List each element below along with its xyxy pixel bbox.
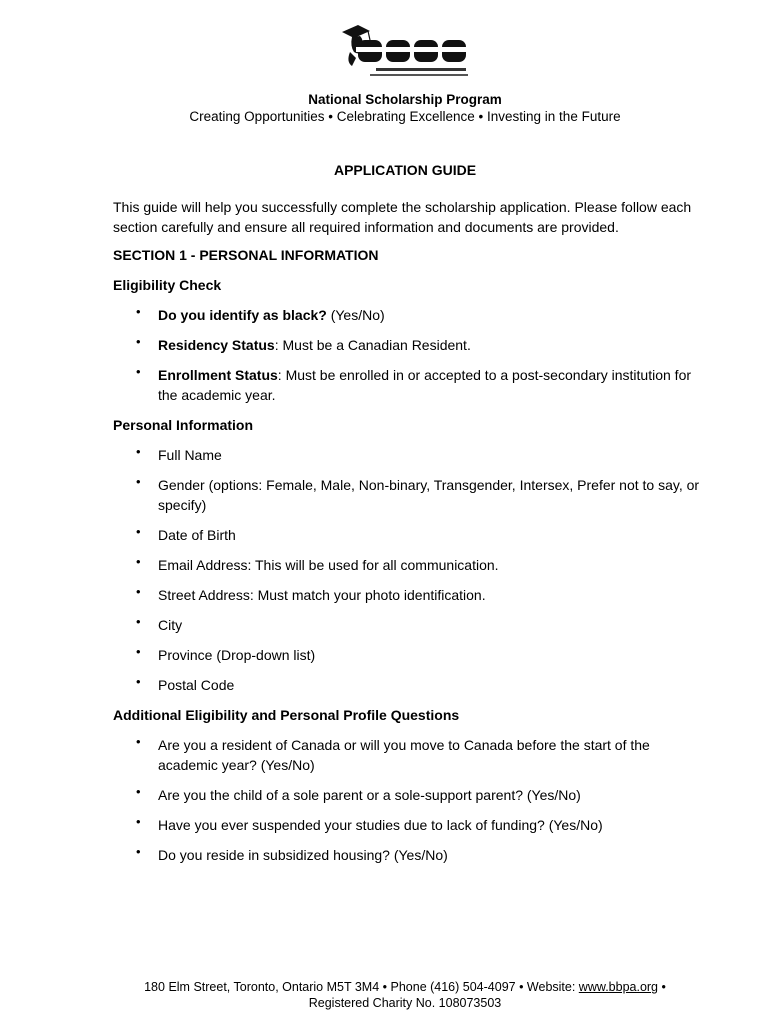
list-item bbox=[113, 615, 703, 635]
list-item bbox=[113, 475, 703, 515]
additional-questions-heading: Additional Eligibility and Personal Profile Questions bbox=[113, 707, 460, 723]
website-link[interactable]: www.bbpa.org bbox=[578, 980, 659, 994]
list-item bbox=[113, 645, 703, 665]
bullet-icon: • bbox=[136, 784, 141, 799]
list-item bbox=[113, 365, 703, 405]
wordmark-blocks bbox=[356, 40, 468, 62]
bullet-icon: • bbox=[136, 334, 141, 349]
list-item bbox=[113, 555, 703, 575]
item-text: Gender (options: Female, Male, Non-binary, Transgender, Intersex, Prefer not to say, or specify) bbox=[158, 477, 700, 513]
item-text: Province (Drop-down list) bbox=[158, 647, 316, 663]
charity-number: Registered Charity No. 108073503 bbox=[308, 996, 502, 1010]
footer bbox=[0, 979, 770, 1011]
logo-graphic bbox=[340, 22, 472, 84]
bullet-icon: • bbox=[136, 304, 141, 319]
eligibility-heading: Eligibility Check bbox=[113, 277, 222, 293]
list-item bbox=[113, 585, 703, 605]
bullet-icon: • bbox=[136, 364, 141, 379]
bullet-icon: • bbox=[136, 474, 141, 489]
item-text: : Must be enrolled in or accepted to a post-secondary institution for the academic year. bbox=[158, 367, 692, 403]
program-tagline: Creating Opportunities • Celebrating Excellence • Investing in the Future bbox=[189, 109, 621, 124]
guide-content bbox=[113, 197, 703, 875]
bullet-icon: • bbox=[136, 554, 141, 569]
intro-paragraph: This guide will help you successfully complete the scholarship application. Please follow each section carefully and ensure all required information and documents are provided. bbox=[113, 199, 692, 235]
item-text: : Must be a Canadian Resident. bbox=[274, 337, 471, 353]
footer-separator: • bbox=[658, 980, 666, 994]
item-label: Residency Status bbox=[158, 337, 275, 353]
list-item bbox=[113, 815, 703, 835]
bullet-icon: • bbox=[136, 444, 141, 459]
list-item bbox=[113, 735, 703, 775]
item-text: (Yes/No) bbox=[326, 307, 385, 323]
guide-title: APPLICATION GUIDE bbox=[333, 162, 477, 178]
eligibility-list bbox=[113, 305, 703, 405]
item-text: Do you reside in subsidized housing? (Yes/No) bbox=[158, 847, 448, 863]
item-text: Are you a resident of Canada or will you move to Canada before the start of the academic year? (Yes/No) bbox=[158, 737, 650, 773]
item-text: Full Name bbox=[158, 447, 222, 463]
section-1-title: SECTION 1 - PERSONAL INFORMATION bbox=[113, 247, 379, 263]
organization-name-lines bbox=[370, 68, 468, 76]
personal-information-heading: Personal Information bbox=[113, 417, 254, 433]
footer-address-phone: 180 Elm Street, Toronto, Ontario M5T 3M4 • Phone (416) 504-4097 • Website: bbox=[144, 980, 579, 994]
item-label: Do you identify as black? bbox=[158, 307, 327, 323]
bullet-icon: • bbox=[136, 614, 141, 629]
list-item bbox=[113, 675, 703, 695]
list-item bbox=[113, 525, 703, 545]
bullet-icon: • bbox=[136, 584, 141, 599]
program-title: National Scholarship Program bbox=[308, 92, 502, 107]
item-label: Enrollment Status bbox=[158, 367, 278, 383]
list-item bbox=[113, 845, 703, 865]
bullet-icon: • bbox=[136, 674, 141, 689]
bbpa-logo bbox=[340, 22, 472, 84]
list-item bbox=[113, 785, 703, 805]
bullet-icon: • bbox=[136, 644, 141, 659]
item-text: Email Address: This will be used for all communication. bbox=[158, 557, 499, 573]
list-item bbox=[113, 335, 703, 355]
letterhead bbox=[0, 91, 770, 125]
bullet-icon: • bbox=[136, 844, 141, 859]
additional-questions-list bbox=[113, 735, 703, 865]
bullet-icon: • bbox=[136, 524, 141, 539]
list-item bbox=[113, 305, 703, 325]
item-text: Postal Code bbox=[158, 677, 235, 693]
item-text: Are you the child of a sole parent or a sole-support parent? (Yes/No) bbox=[158, 787, 581, 803]
item-text: Date of Birth bbox=[158, 527, 236, 543]
item-text: Street Address: Must match your photo identification. bbox=[158, 587, 486, 603]
bullet-icon: • bbox=[136, 814, 141, 829]
item-text: Have you ever suspended your studies due to lack of funding? (Yes/No) bbox=[158, 817, 603, 833]
personal-information-list bbox=[113, 445, 703, 695]
item-text: City bbox=[158, 617, 183, 633]
list-item bbox=[113, 445, 703, 465]
footer-contact-line bbox=[0, 979, 770, 995]
bullet-icon: • bbox=[136, 734, 141, 749]
